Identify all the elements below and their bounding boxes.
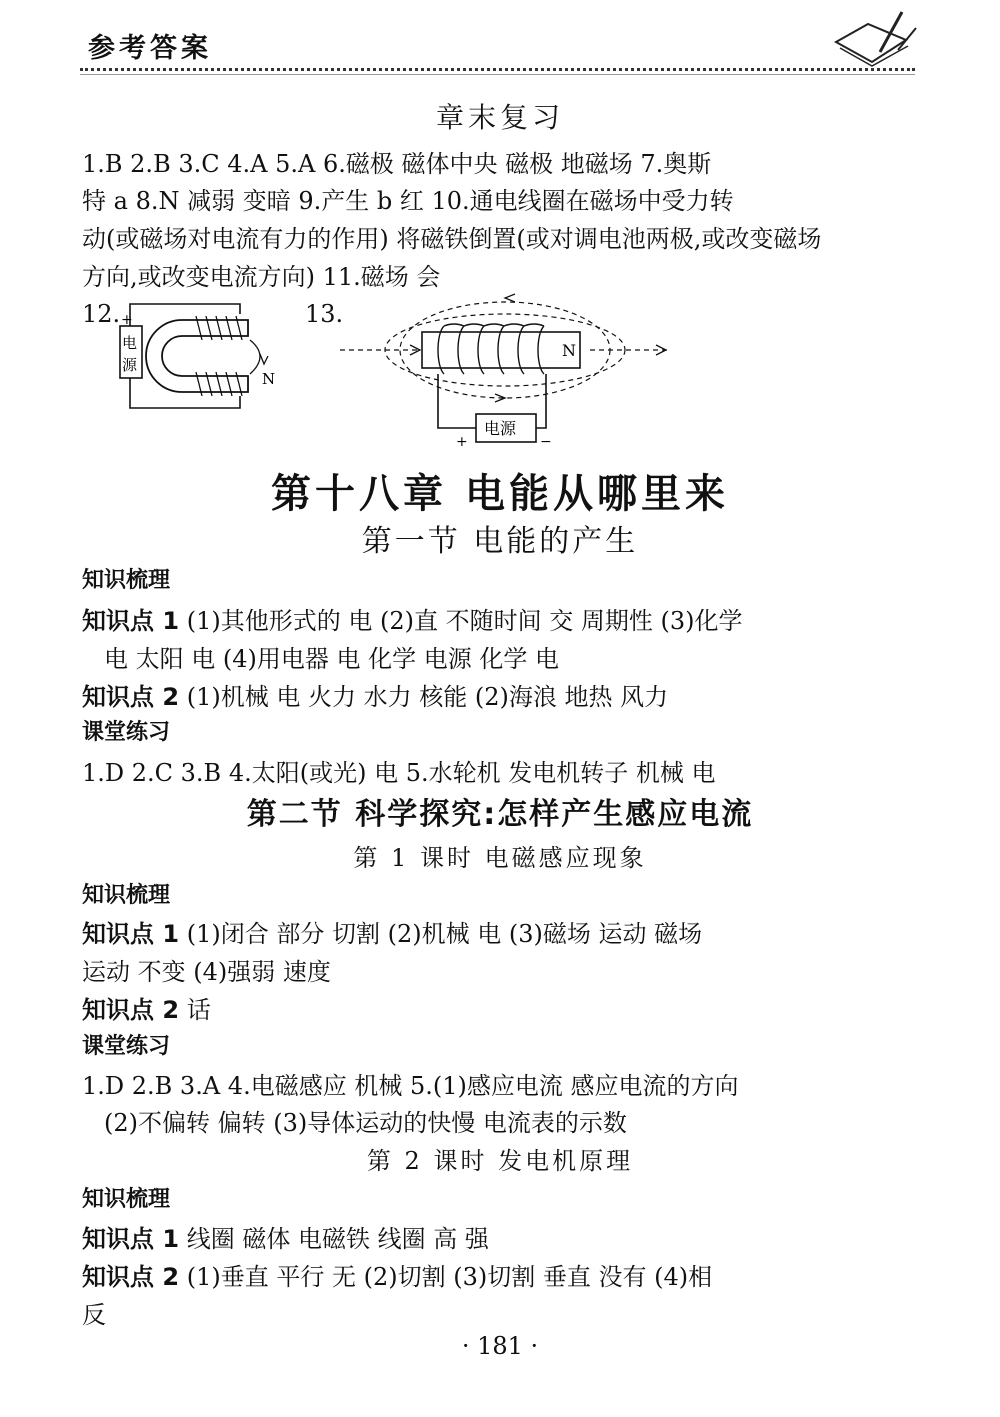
kp-text: 话 xyxy=(186,996,211,1024)
lesson-1-practice-line-1: 1.D 2.B 3.A 4.电磁感应 机械 5.(1)感应电流 感应电流的方向 xyxy=(82,1072,739,1100)
kp-label: 知识点 2 xyxy=(82,683,180,711)
kp-label: 知识点 2 xyxy=(82,996,180,1024)
lesson-1-practice-heading: 课堂练习 xyxy=(82,1034,171,1059)
figure-13-solenoid xyxy=(340,290,675,450)
page-number: · 181 · xyxy=(461,1332,539,1360)
section-1-kp1-line-2: 电 太阳 电 (4)用电器 电 化学 电源 化学 电 xyxy=(104,645,560,673)
review-line-1: 1.B 2.B 3.C 4.A 5.A 6.磁极 磁体中央 磁极 地磁场 7.奥斯 xyxy=(82,150,712,178)
kp-text: (1)垂直 平行 无 (2)切割 (3)切割 垂直 没有 (4)相 xyxy=(186,1263,713,1291)
header-title: 参考答案 xyxy=(88,33,212,64)
kp-text: 线圈 磁体 电磁铁 线圈 高 强 xyxy=(186,1225,489,1253)
kp-label: 知识点 2 xyxy=(82,1263,180,1291)
source-char-2: 源 xyxy=(122,356,138,374)
lesson-1-kp1-line-1 xyxy=(82,914,920,949)
review-line-3: 动(或磁场对电流有力的作用) 将磁铁倒置(或对调电池两极,或改变磁场 xyxy=(82,225,822,253)
section-2-title: 第二节 科学探究:怎样产生感应电流 xyxy=(246,797,754,832)
lesson-2-kp2-line-2: 反 xyxy=(82,1301,106,1329)
lesson-1-practice-line-2: (2)不偏转 偏转 (3)导体运动的快慢 电流表的示数 xyxy=(104,1109,627,1137)
north-pole-label: N xyxy=(262,370,276,388)
section-1-kp2-line-1 xyxy=(82,677,920,712)
lesson-2-title: 第 2 课时 发电机原理 xyxy=(366,1147,634,1175)
plus-sign: + xyxy=(456,434,468,450)
lesson-2-kp1-line-1 xyxy=(82,1219,920,1254)
minus-sign: − xyxy=(540,434,552,450)
lesson-1-knowledge-heading: 知识梳理 xyxy=(82,883,171,908)
header-rule-thin xyxy=(80,74,915,75)
kp-text: (1)机械 电 火力 水力 核能 (2)海浪 地热 风力 xyxy=(186,683,669,711)
chapter-title: 第十八章 电能从哪里来 xyxy=(271,471,729,517)
kp-label: 知识点 1 xyxy=(82,920,180,948)
section-1-kp1-line-1 xyxy=(82,601,920,636)
section-1-title: 第一节 电能的产生 xyxy=(361,524,639,559)
solenoid-north-label: N xyxy=(562,341,576,360)
header-rule xyxy=(80,68,915,71)
lesson-2-knowledge-heading: 知识梳理 xyxy=(82,1187,171,1212)
kp-text: (1)闭合 部分 切割 (2)机械 电 (3)磁场 运动 磁场 xyxy=(186,920,703,948)
question-12-label: 12. xyxy=(82,300,121,328)
kp-label: 知识点 1 xyxy=(82,1225,180,1253)
field-line xyxy=(250,340,260,374)
section-1-practice-heading: 课堂练习 xyxy=(82,720,171,745)
review-line-2: 特 a 8.N 减弱 变暗 9.产生 b 红 10.通电线圈在磁场中受力转 xyxy=(82,187,734,215)
source-char-1: 电 xyxy=(122,334,138,352)
power-source-label: 电源 xyxy=(484,419,517,438)
section-1-knowledge-heading: 知识梳理 xyxy=(82,568,171,593)
kp-label: 知识点 1 xyxy=(82,607,180,635)
figure-12-electromagnet xyxy=(112,296,282,424)
lesson-2-kp2-line-1 xyxy=(82,1257,920,1292)
lesson-1-kp1-line-2: 运动 不变 (4)强弱 速度 xyxy=(82,958,331,986)
lesson-1-title: 第 1 课时 电磁感应现象 xyxy=(353,844,647,872)
section-1-practice-line-1: 1.D 2.C 3.B 4.太阳(或光) 电 5.水轮机 发电机转子 机械 电 xyxy=(82,759,716,787)
pencil-notebook-icon xyxy=(828,6,918,72)
review-title: 章末复习 xyxy=(435,101,564,134)
kp-text: (1)其他形式的 电 (2)直 不随时间 交 周期性 (3)化学 xyxy=(186,607,743,635)
review-line-4: 方向,或改变电流方向) 11.磁场 会 xyxy=(82,263,441,291)
lesson-1-kp2-line-1 xyxy=(82,990,920,1025)
iron-core xyxy=(422,332,580,368)
u-magnet xyxy=(146,320,248,392)
plus-sign: + xyxy=(121,312,133,328)
question-13-label: 13. xyxy=(305,300,344,328)
